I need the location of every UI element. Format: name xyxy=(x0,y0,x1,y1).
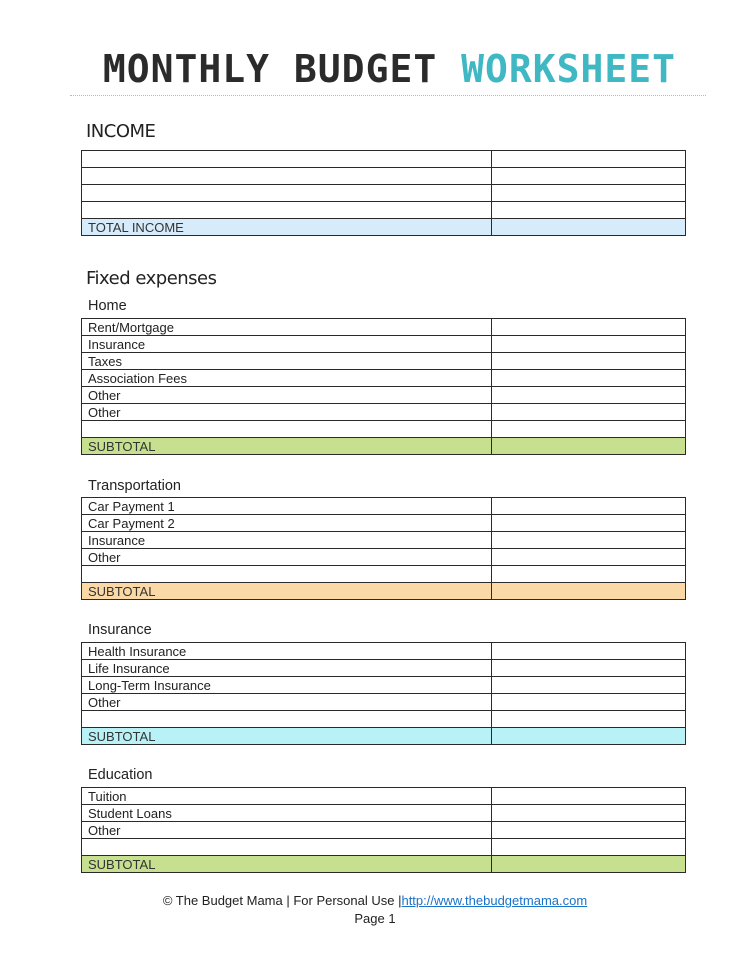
table-row xyxy=(82,168,686,185)
expense-amount-cell[interactable] xyxy=(492,566,686,583)
expense-label-cell: Other xyxy=(82,549,492,566)
expense-label-cell: Other xyxy=(82,822,492,839)
expense-amount-cell[interactable] xyxy=(492,404,686,421)
subtotal-label: SUBTOTAL xyxy=(82,438,492,455)
table-row xyxy=(82,515,686,532)
expense-amount-cell[interactable] xyxy=(492,353,686,370)
subtotal-amount[interactable] xyxy=(492,438,686,455)
table-row xyxy=(82,532,686,549)
insurance-heading: Insurance xyxy=(88,622,152,638)
table-row xyxy=(82,660,686,677)
expense-amount-cell[interactable] xyxy=(492,532,686,549)
table-row xyxy=(82,353,686,370)
table-row xyxy=(82,788,686,805)
expense-label-cell: Car Payment 1 xyxy=(82,498,492,515)
insurance-table xyxy=(81,642,686,745)
home-heading: Home xyxy=(88,298,127,314)
expense-label-cell: Other xyxy=(82,387,492,404)
expense-amount-cell[interactable] xyxy=(492,515,686,532)
title-divider xyxy=(70,95,706,96)
income-amount-cell[interactable] xyxy=(492,151,686,168)
footer-credit xyxy=(0,893,750,908)
expense-amount-cell[interactable] xyxy=(492,370,686,387)
income-amount-cell[interactable] xyxy=(492,168,686,185)
education-subtotal-row xyxy=(82,856,686,873)
table-row xyxy=(82,319,686,336)
table-row xyxy=(82,677,686,694)
table-row xyxy=(82,387,686,404)
expense-label-cell: Rent/Mortgage xyxy=(82,319,492,336)
income-table xyxy=(81,150,686,236)
expense-amount-cell[interactable] xyxy=(492,421,686,438)
expense-label-cell: Other xyxy=(82,694,492,711)
table-row xyxy=(82,421,686,438)
income-label-cell[interactable] xyxy=(82,168,492,185)
expense-label-cell[interactable] xyxy=(82,839,492,856)
subtotal-label: SUBTOTAL xyxy=(82,728,492,745)
table-row xyxy=(82,336,686,353)
table-row xyxy=(82,151,686,168)
page-number: Page 1 xyxy=(354,911,396,926)
subtotal-amount[interactable] xyxy=(492,583,686,600)
table-row xyxy=(82,694,686,711)
table-row xyxy=(82,549,686,566)
table-row xyxy=(82,202,686,219)
expense-amount-cell[interactable] xyxy=(492,805,686,822)
expense-amount-cell[interactable] xyxy=(492,319,686,336)
total-income-amount[interactable] xyxy=(492,219,686,236)
table-row xyxy=(82,566,686,583)
expense-label-cell: Insurance xyxy=(82,336,492,353)
expense-label-cell: Other xyxy=(82,404,492,421)
expense-label-cell: Car Payment 2 xyxy=(82,515,492,532)
education-table xyxy=(81,787,686,873)
expense-amount-cell[interactable] xyxy=(492,660,686,677)
subtotal-amount[interactable] xyxy=(492,728,686,745)
expense-label-cell: Association Fees xyxy=(82,370,492,387)
income-total-row xyxy=(82,219,686,236)
income-label-cell[interactable] xyxy=(82,151,492,168)
expense-label-cell: Student Loans xyxy=(82,805,492,822)
expense-label-cell[interactable] xyxy=(82,711,492,728)
transportation-heading: Transportation xyxy=(88,478,181,494)
table-row xyxy=(82,643,686,660)
expense-amount-cell[interactable] xyxy=(492,643,686,660)
total-income-label: TOTAL INCOME xyxy=(82,219,492,236)
subtotal-label: SUBTOTAL xyxy=(82,856,492,873)
expense-label-cell: Life Insurance xyxy=(82,660,492,677)
table-row xyxy=(82,370,686,387)
table-row xyxy=(82,498,686,515)
income-label-cell[interactable] xyxy=(82,185,492,202)
fixed-expenses-heading: Fixed expenses xyxy=(86,268,217,289)
table-row xyxy=(82,404,686,421)
footer-text: © The Budget Mama | For Personal Use | xyxy=(162,893,402,908)
worksheet-title xyxy=(103,44,676,94)
expense-label-cell: Taxes xyxy=(82,353,492,370)
subtotal-label: SUBTOTAL xyxy=(82,583,492,600)
expense-amount-cell[interactable] xyxy=(492,336,686,353)
expense-amount-cell[interactable] xyxy=(492,677,686,694)
expense-amount-cell[interactable] xyxy=(492,839,686,856)
table-row xyxy=(82,839,686,856)
education-heading: Education xyxy=(88,767,153,783)
expense-amount-cell[interactable] xyxy=(492,387,686,404)
table-row xyxy=(82,805,686,822)
transportation-table xyxy=(81,497,686,600)
expense-label-cell: Tuition xyxy=(82,788,492,805)
expense-label-cell: Long-Term Insurance xyxy=(82,677,492,694)
income-label-cell[interactable] xyxy=(82,202,492,219)
income-amount-cell[interactable] xyxy=(492,185,686,202)
footer-link[interactable]: http://www.thebudgetmama.com xyxy=(401,893,588,908)
expense-amount-cell[interactable] xyxy=(492,694,686,711)
expense-label-cell: Health Insurance xyxy=(82,643,492,660)
expense-label-cell[interactable] xyxy=(82,566,492,583)
table-row xyxy=(82,711,686,728)
income-heading: INCOME xyxy=(86,121,156,142)
income-amount-cell[interactable] xyxy=(492,202,686,219)
home-table xyxy=(81,318,686,455)
title-part-2: WORKSHEET xyxy=(461,47,676,91)
home-subtotal-row xyxy=(82,438,686,455)
transportation-subtotal-row xyxy=(82,583,686,600)
expense-amount-cell[interactable] xyxy=(492,788,686,805)
subtotal-amount[interactable] xyxy=(492,856,686,873)
expense-amount-cell[interactable] xyxy=(492,549,686,566)
title-part-1: MONTHLY BUDGET xyxy=(102,47,438,91)
table-row xyxy=(82,185,686,202)
expense-amount-cell[interactable] xyxy=(492,711,686,728)
expense-label-cell: Insurance xyxy=(82,532,492,549)
expense-amount-cell[interactable] xyxy=(492,822,686,839)
expense-amount-cell[interactable] xyxy=(492,498,686,515)
table-row xyxy=(82,822,686,839)
insurance-subtotal-row xyxy=(82,728,686,745)
expense-label-cell[interactable] xyxy=(82,421,492,438)
